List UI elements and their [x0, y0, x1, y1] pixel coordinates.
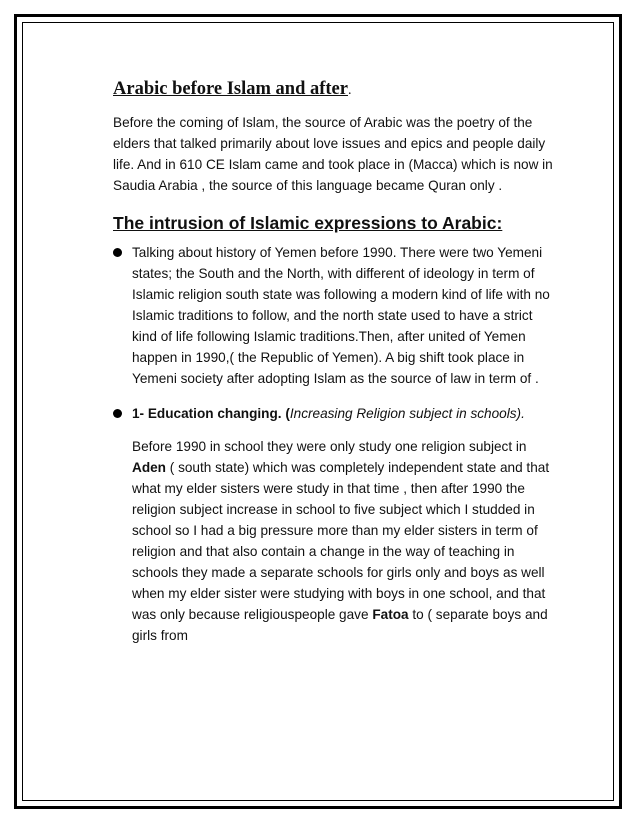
- section-title-intrusion: The intrusion of Islamic expressions to Arabic:: [113, 213, 503, 233]
- education-text-part3: to ( separate boys and girls from: [132, 607, 548, 643]
- education-text-part1: Before 1990 in school they were only study one religion subject in: [132, 439, 527, 454]
- section-title-suffix: .: [347, 83, 352, 98]
- document-body: [113, 76, 553, 646]
- education-text-part2: ( south state) which was completely independent state and that what my elder sisters were study in that time , then after 1990 the religion subject increase in school to five subject which I studded in school so I had a big pressure more than my elder sisters in term of religion and that also contain a change in the way of teaching in schools they made a separate schools for girls only and boys as well when my elder sister were studying with boys in one school, and that was only because religiouspeople gave: [132, 460, 550, 622]
- intro-paragraph: Before the coming of Islam, the source of Arabic was the poetry of the elders that talked primarily about love issues and epics and people daily life. And in 610 CE Islam came and took place in (Macca) which is now in Saudia Arabia , the source of this language became Quran only .: [113, 115, 553, 193]
- education-heading-paren: (: [281, 406, 290, 421]
- education-paragraph: [113, 436, 553, 646]
- section-title-arabic-before-after: [113, 76, 553, 104]
- education-heading-bold: 1- Education changing.: [132, 406, 282, 421]
- education-heading: [132, 403, 553, 424]
- bullet-icon: [113, 409, 122, 418]
- bold-word-aden: Aden: [132, 460, 166, 475]
- section-title-text: Arabic before Islam and after: [113, 79, 348, 99]
- list-item-history: [113, 242, 553, 389]
- history-paragraph: Talking about history of Yemen before 1990. There were two Yemeni states; the South and the North, with different of ideology in term of Islamic religion south state was following a modern kind of life with no Islamic traditions to follow, and the north state used to have a strict kind of life following Islamic traditions.Then, after united of Yemen happen in 1990,( the Republic of Yemen). A big shift took place in Yemeni society after adopting Islam as the source of law in term of .: [132, 245, 550, 386]
- education-subtitle: Increasing Religion subject in schools).: [289, 406, 525, 421]
- list-item-education: [113, 403, 553, 424]
- bullet-icon: [113, 248, 122, 257]
- bold-word-fatoa: Fatoa: [372, 607, 409, 622]
